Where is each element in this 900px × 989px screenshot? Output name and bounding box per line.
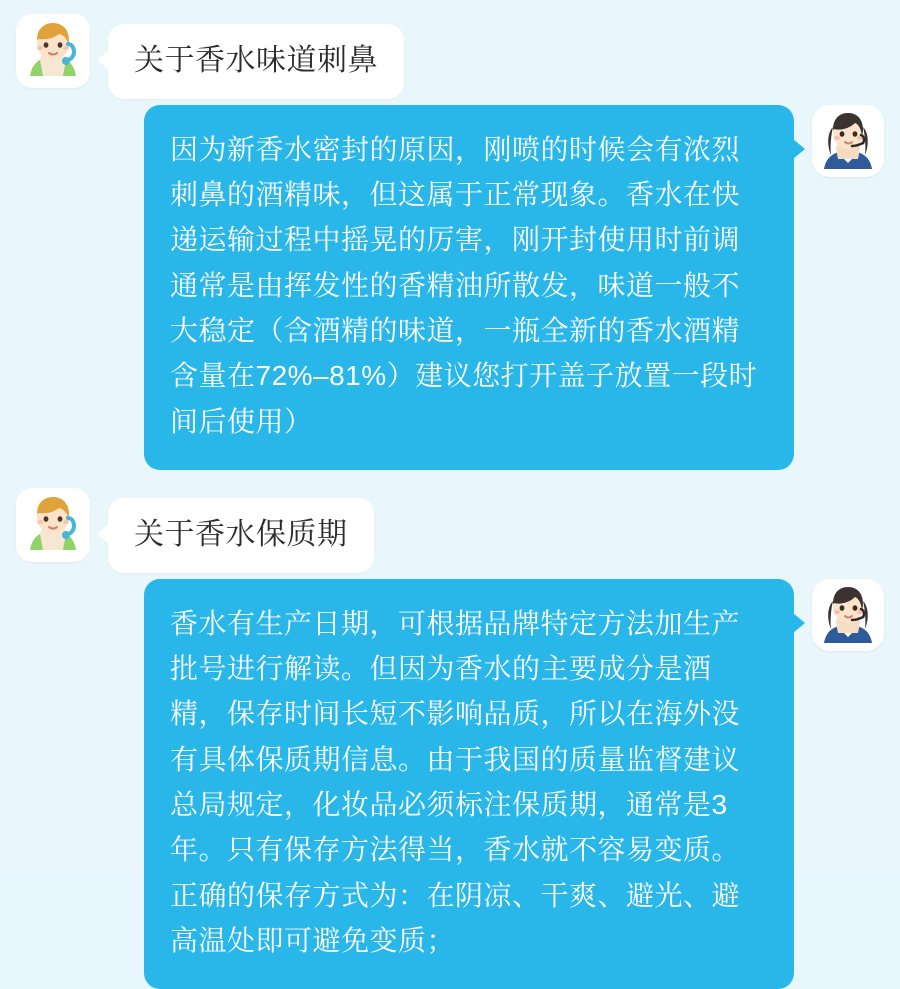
agent-message-text-1: 因为新香水密封的原因，刚喷的时候会有浓烈刺鼻的酒精味，但这属于正常现象。香水在快递运输过程中摇晃的厉害，刚开封使用时前调通常是由挥发性的香精油所散发，味道一般不大稳定（含酒精的味道，一瓶全新的香水酒精含量在72%–81%）建议您打开盖子放置一段时间后使用） [170, 133, 758, 437]
agent-message-bubble-1[interactable] [144, 105, 794, 471]
message-row-customer-2 [16, 488, 884, 573]
customer-avatar-icon[interactable] [16, 488, 90, 562]
agent-message-bubble-2[interactable] [144, 579, 794, 989]
message-row-agent-2 [122, 579, 884, 989]
agent-message-text-2: 香水有生产日期，可根据品牌特定方法加生产批号进行解读。但因为香水的主要成分是酒精，保存时间长短不影响品质，所以在海外没有具体保质期信息。由于我国的质量监督建议总局规定，化妆品必须标注保质期，通常是3年。只有保存方法得当，香水就不容易变质。正确的保存方式为：在阴凉、干爽、避光、避高温处即可避免变质； [170, 607, 741, 957]
message-row-agent-1 [122, 105, 884, 471]
customer-message-bubble-2[interactable] [108, 498, 374, 573]
customer-avatar-icon[interactable] [16, 14, 90, 88]
message-row-customer-1 [16, 14, 884, 99]
agent-avatar-icon[interactable] [812, 105, 884, 177]
customer-message-text-1: 关于香水味道刺鼻 [134, 44, 378, 77]
customer-message-text-2: 关于香水保质期 [134, 518, 348, 552]
agent-avatar-icon[interactable] [812, 579, 884, 651]
customer-message-bubble-1[interactable] [108, 24, 404, 99]
